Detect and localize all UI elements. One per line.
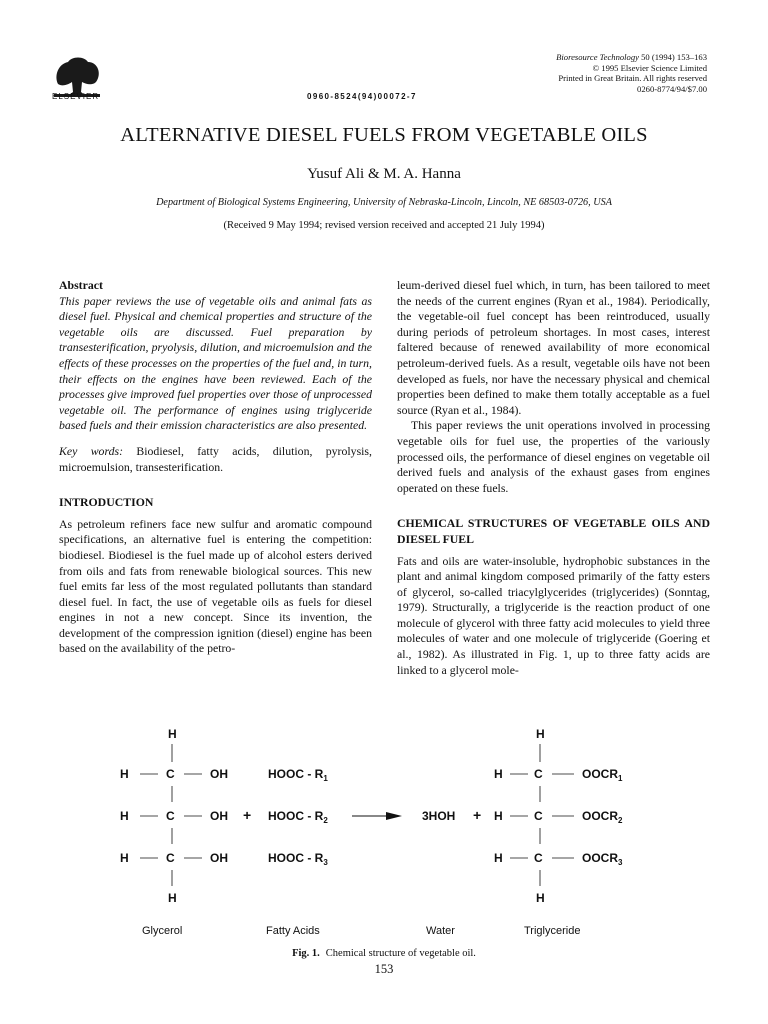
printed-line: Printed in Great Britain. All rights reserved [558, 73, 707, 84]
triglyceride-c-2: C [534, 809, 543, 823]
triglyceride-h-2: H [494, 809, 503, 823]
triglyceride-c-3: C [534, 851, 543, 865]
article-title: ALTERNATIVE DIESEL FUELS FROM VEGETABLE OILS [120, 124, 648, 146]
price-code: 0260-8774/94/$7.00 [637, 83, 707, 94]
triglyceride-c-1: C [534, 767, 543, 781]
triglyceride-ester-1: $OOCR_1$ [582, 767, 623, 783]
chemical-structures-heading: CHEMICAL STRUCTURES OF VEGETABLE OILS AND DIESEL FUEL [397, 516, 710, 546]
keywords-list: Biodiesel, fatty acids, dilution, pyrolysis, microemulsion, transesterification. [59, 443, 372, 474]
triglyceride-ester-3: $OOCR_3$ [582, 851, 623, 867]
journal-info [447, 52, 707, 94]
glycerol-h-3: H [120, 851, 129, 865]
plus-sign: + [243, 807, 252, 823]
triglyceride-bottom-h: H [536, 891, 545, 905]
label-water: Water [426, 925, 455, 937]
keywords [59, 444, 372, 475]
triglyceride-h-3: H [494, 851, 503, 865]
triglyceride-ester-2: $OOCR_2$ [582, 809, 623, 825]
article-affiliation: Department of Biological Systems Engineering, University of Nebraska-Lincoln, Lincoln, NE 68503-0726, USA [156, 197, 612, 208]
plus-sign: + [473, 807, 482, 823]
keywords-label: Key words: [59, 443, 124, 458]
glycerol-c-1: C [166, 767, 175, 781]
journal-name: Bioresource Technology [556, 52, 639, 62]
article-authors: Yusuf Ali & M. A. Hanna [307, 166, 461, 182]
introduction-continued: leum-derived diesel fuel which, in turn, has been tailored to meet the needs of the current engines (Ryan et al., 1984). Periodically, the vegetable-oil fuel concept has been reintroduced, usually during periods of petroleum shortages. In most cases, interest faltered because of renewed availability of more economical petroleum-derived fuels. As a result, vegetable oils have not been developed as fuels, nor have the necessary physical and chemical properties been defined to make them totally acceptable as a fuel source (Ryan et al., 1984). [397, 278, 710, 417]
fatty-acid-3: HOOC - $R_3$ [268, 851, 328, 867]
page-number: 153 [374, 962, 394, 976]
figure-caption-text: Chemical structure of vegetable oil. [325, 948, 476, 959]
reaction-diagram [100, 720, 700, 950]
triglyceride-h-1: H [494, 767, 503, 781]
publisher-name: ELSEVIER [52, 92, 100, 101]
label-fatty-acids: Fatty Acids [266, 925, 320, 937]
label-triglyceride: Triglyceride [524, 925, 581, 937]
reaction-arrow-head [386, 812, 402, 820]
fatty-acid-1: HOOC - $R_1$ [268, 767, 328, 783]
chemical-structures-paragraph: Fats and oils are water-insoluble, hydrophobic substances in the plant and animal kingdom composed primarily of the fatty esters of glycerol, so-called triacylglycerides (triglycerides) (Sonntag, 1979). Structurally, a triglyceride is the reaction product of one molecule of glycerol with three fatty acid molecules to yield three molecules of water and one molecule of triglyceride (Goering et al., 1982). As illustrated in Fig. 1, up to three fatty acids are linked to a glycerol mole- [397, 553, 710, 677]
figure-caption [0, 948, 768, 959]
glycerol-oh-1: OH [210, 767, 228, 781]
glycerol-h-2: H [120, 809, 129, 823]
glycerol-c-2: C [166, 809, 175, 823]
glycerol-h-1: H [120, 767, 129, 781]
left-column [59, 278, 372, 657]
copyright-line: © 1995 Elsevier Science Limited [592, 62, 707, 73]
abstract-text: This paper reviews the use of vegetable oils and animal fats as diesel fuel. Physical and chemical properties and structure of the vegetable oils are discussed. Fuel preparation by transesterification, pryolysis, dilution, and microemulsion and the effects of these processes on the properties of the fuel and, in turn, their effects on the engines have been reviewed. Each of the processes give improved fuel properties over those of unprocessed vegetable oil. The performance of engines using triglyceride based fuels and their emission characteristics are also presented. [59, 293, 372, 433]
introduction-heading: INTRODUCTION [59, 495, 154, 510]
introduction-paragraph: As petroleum refiners face new sulfur and aromatic compound specifications, an alternative fuel is entering the competition: biodiesel. Biodiesel is the fuel made up of alcohol esters derived from oils and fats from renewable biological sources. This new fuel emits far less of the most regulated pollutants than standard diesel fuel. In fact, the use of vegetable oils as fuels for diesel engines in not a new concept. Since its invention, the development of the compression ignition (diesel) engine has been based on the availability of the petro- [59, 516, 372, 656]
received-dates: (Received 9 May 1994; revised version received and accepted 21 July 1994) [223, 220, 545, 231]
glycerol-bottom-h: H [168, 891, 177, 905]
fatty-acid-2: HOOC - $R_2$ [268, 809, 328, 825]
journal-citation: 50 (1994) 153–163 [638, 52, 707, 62]
issn-code: 0960-8524(94)00072-7 [307, 92, 417, 101]
figure-caption-label: Fig. 1. [292, 948, 320, 959]
glycerol-oh-3: OH [210, 851, 228, 865]
water-product: 3HOH [422, 809, 456, 823]
triglyceride-top-h: H [536, 727, 545, 741]
introduction-paragraph-2: This paper reviews the unit operations involved in processing vegetable oils for fuel use, the properties of the variously processed oils, the performance of diesel engines on vegetable oil derived fuels and analysis of the exhaust gases from engines operated on these fuels. [397, 418, 710, 495]
label-glycerol: Glycerol [142, 925, 183, 937]
glycerol-c-3: C [166, 851, 175, 865]
right-column [397, 278, 710, 678]
abstract-heading: Abstract [59, 278, 103, 292]
glycerol-top-h: H [168, 727, 177, 741]
glycerol-oh-2: OH [210, 809, 228, 823]
